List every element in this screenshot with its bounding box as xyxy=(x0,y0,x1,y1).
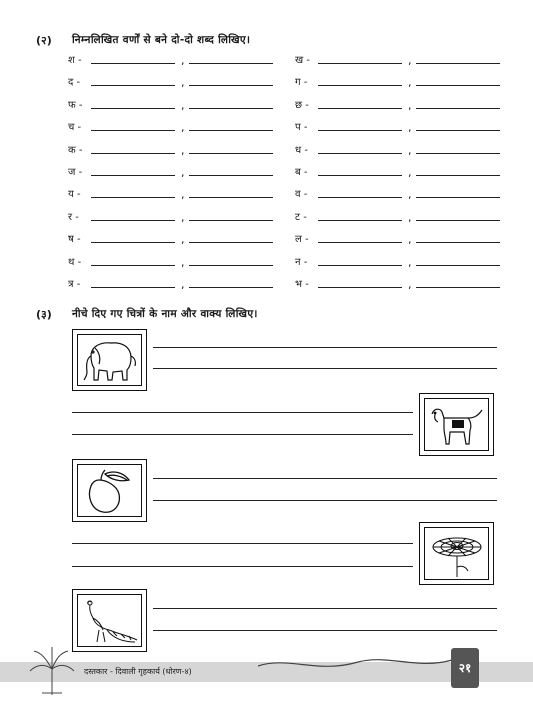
word-line-first[interactable] xyxy=(318,242,402,243)
word-line-second[interactable] xyxy=(189,108,273,109)
comma-separator: , xyxy=(181,143,185,157)
word-line-second[interactable] xyxy=(416,85,500,86)
answer-line[interactable] xyxy=(153,368,497,369)
right-letter-label: ख - xyxy=(295,55,310,66)
word-line-first[interactable] xyxy=(318,175,402,176)
word-line-second[interactable] xyxy=(189,175,273,176)
comma-separator: , xyxy=(181,54,185,67)
comma-separator: , xyxy=(408,121,412,135)
right-letter-label: छ - xyxy=(295,99,309,111)
word-line-first[interactable] xyxy=(91,242,175,243)
word-line-second[interactable] xyxy=(416,175,500,176)
word-line-second[interactable] xyxy=(189,287,273,288)
word-line-second[interactable] xyxy=(416,153,500,154)
comma-separator: , xyxy=(181,278,185,291)
section3-number: (३) xyxy=(36,308,52,321)
word-line-first[interactable] xyxy=(318,287,402,288)
right-letter-label: ध - xyxy=(295,144,308,156)
section3-instruction: नीचे दिए गए चित्रों के नाम और वाक्य लिखिए। xyxy=(72,308,258,320)
word-line-second[interactable] xyxy=(189,63,273,64)
word-line-second[interactable] xyxy=(416,130,500,131)
flower-icon xyxy=(424,527,489,580)
answer-line[interactable] xyxy=(72,412,413,413)
word-line-first[interactable] xyxy=(318,265,402,266)
dog-picture xyxy=(419,393,494,456)
answer-line[interactable] xyxy=(153,478,497,479)
comma-separator: , xyxy=(408,255,412,269)
comma-separator: , xyxy=(408,98,412,112)
section2-number: (२) xyxy=(36,34,52,47)
comma-separator: , xyxy=(408,188,412,202)
word-line-second[interactable] xyxy=(189,130,273,131)
left-letter-label: च - xyxy=(68,122,82,134)
left-letter-label: ज - xyxy=(68,167,83,178)
word-line-first[interactable] xyxy=(318,108,402,109)
wire-decoration-icon xyxy=(258,652,454,676)
comma-separator: , xyxy=(408,76,412,90)
peacock-icon xyxy=(77,594,142,647)
elephant-picture xyxy=(72,329,147,391)
left-letter-label: श - xyxy=(68,55,82,66)
word-line-first[interactable] xyxy=(318,63,402,64)
left-letter-label: ष - xyxy=(68,234,81,246)
word-line-first[interactable] xyxy=(318,197,402,198)
elephant-icon xyxy=(77,334,142,386)
footer-title: दस्तकार - दिवाली गृहकार्य (धोरण-४) xyxy=(84,667,192,676)
word-line-second[interactable] xyxy=(416,287,500,288)
comma-separator: , xyxy=(408,54,412,67)
word-line-second[interactable] xyxy=(189,153,273,154)
right-letter-label: ल - xyxy=(295,234,309,246)
mango-picture xyxy=(72,459,147,522)
word-line-first[interactable] xyxy=(318,220,402,221)
word-line-second[interactable] xyxy=(189,220,273,221)
comma-separator: , xyxy=(408,143,412,157)
comma-separator: , xyxy=(181,98,185,112)
left-letter-label: त्र - xyxy=(68,279,81,290)
left-letter-label: फ - xyxy=(68,99,83,111)
comma-separator: , xyxy=(181,166,185,179)
comma-separator: , xyxy=(408,233,412,247)
word-line-second[interactable] xyxy=(189,242,273,243)
left-letter-label: क - xyxy=(68,144,83,156)
mango-icon xyxy=(77,464,142,517)
answer-line[interactable] xyxy=(153,347,497,348)
word-line-first[interactable] xyxy=(91,130,175,131)
word-line-second[interactable] xyxy=(416,108,500,109)
palm-tree-icon xyxy=(28,645,76,697)
word-line-first[interactable] xyxy=(91,287,175,288)
right-letter-label: न - xyxy=(295,256,308,268)
flower-picture xyxy=(419,522,494,585)
comma-separator: , xyxy=(181,188,185,202)
comma-separator: , xyxy=(181,255,185,269)
right-letter-label: ब - xyxy=(295,167,308,178)
comma-separator: , xyxy=(408,210,412,224)
comma-separator: , xyxy=(181,121,185,135)
left-letter-label: य - xyxy=(68,189,81,201)
section2-instruction: निम्नलिखित वर्णों से बने दो-दो शब्द लिखिए। xyxy=(72,34,251,46)
word-line-second[interactable] xyxy=(416,63,500,64)
word-line-first[interactable] xyxy=(91,108,175,109)
comma-separator: , xyxy=(181,76,185,90)
right-letter-label: ग - xyxy=(295,77,308,89)
answer-line[interactable] xyxy=(153,630,497,631)
word-line-first[interactable] xyxy=(91,220,175,221)
answer-line[interactable] xyxy=(72,434,413,435)
word-line-second[interactable] xyxy=(416,242,500,243)
word-line-first[interactable] xyxy=(91,265,175,266)
left-letter-label: र - xyxy=(68,211,79,223)
answer-line[interactable] xyxy=(153,608,497,609)
answer-line[interactable] xyxy=(72,566,413,567)
right-letter-label: ट - xyxy=(295,211,307,223)
word-line-second[interactable] xyxy=(416,197,500,198)
comma-separator: , xyxy=(181,210,185,224)
comma-separator: , xyxy=(408,278,412,291)
word-line-second[interactable] xyxy=(416,265,500,266)
answer-line[interactable] xyxy=(153,500,497,501)
word-line-first[interactable] xyxy=(91,153,175,154)
word-line-first[interactable] xyxy=(318,85,402,86)
comma-separator: , xyxy=(408,166,412,179)
word-line-second[interactable] xyxy=(189,85,273,86)
comma-separator: , xyxy=(181,233,185,247)
answer-line[interactable] xyxy=(72,543,413,544)
left-letter-label: थ - xyxy=(68,256,82,268)
right-letter-label: भ - xyxy=(295,279,309,290)
word-line-second[interactable] xyxy=(416,220,500,221)
word-line-first[interactable] xyxy=(91,197,175,198)
right-letter-label: व - xyxy=(295,189,308,201)
right-letter-label: प - xyxy=(295,122,308,134)
word-line-first[interactable] xyxy=(318,130,402,131)
word-line-first[interactable] xyxy=(91,175,175,176)
left-letter-label: द - xyxy=(68,77,81,89)
word-line-second[interactable] xyxy=(189,265,273,266)
word-line-second[interactable] xyxy=(189,197,273,198)
word-line-first[interactable] xyxy=(91,85,175,86)
peacock-picture xyxy=(72,589,147,652)
word-line-first[interactable] xyxy=(91,63,175,64)
word-line-first[interactable] xyxy=(318,153,402,154)
dog-icon xyxy=(424,398,489,451)
page-number: २१ xyxy=(451,648,479,688)
